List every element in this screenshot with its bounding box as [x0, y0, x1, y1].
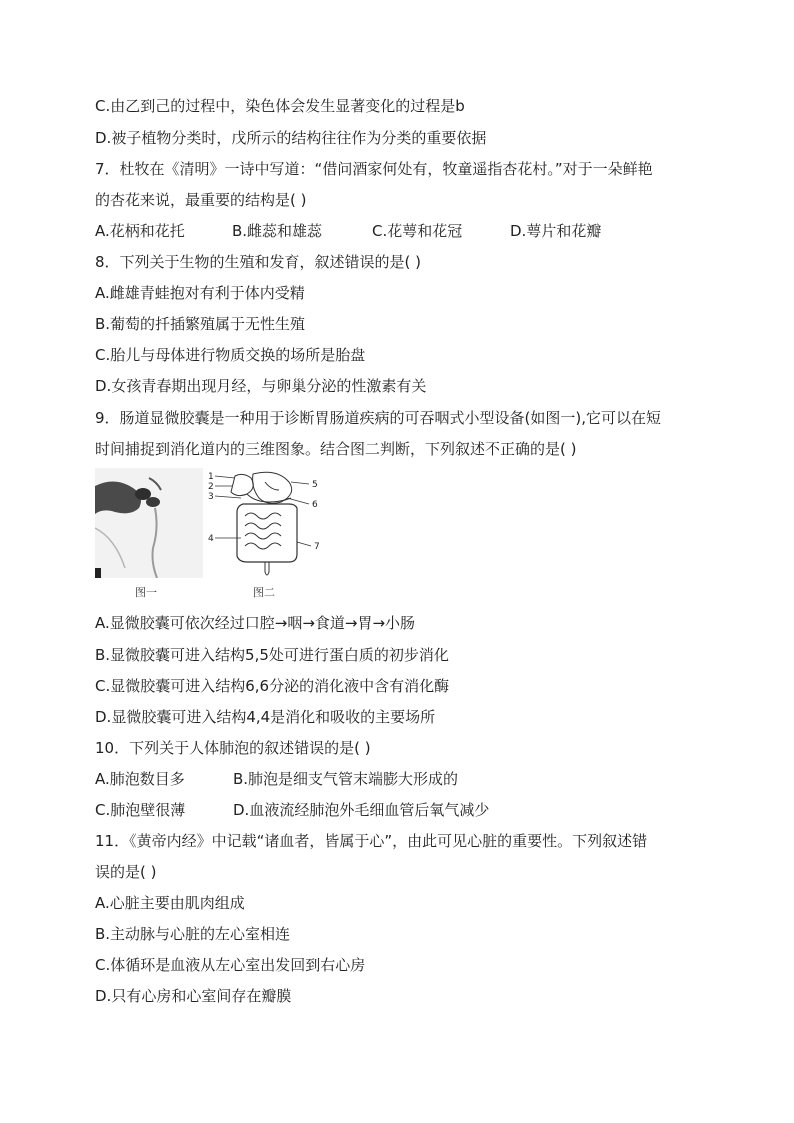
label-5: 5	[312, 480, 318, 490]
digestive-system-diagram	[207, 468, 335, 583]
figure-2-digestive-diagram	[207, 468, 335, 583]
q9-figure	[95, 468, 335, 603]
q11-option-c: C.体循环是血液从左心室出发回到右心房	[95, 956, 366, 974]
capsule-swallow-illustration	[95, 468, 203, 578]
q11-stem-line1: 11．《黄帝内经》中记载“诸血者，皆属于心”，由此可见心脏的重要性。下列叙述错	[95, 832, 648, 850]
q6-option-c: C.由乙到己的过程中，染色体会发生显著变化的过程是b	[95, 97, 465, 115]
q9-option-d: D.显微胶囊可进入结构4,4是消化和吸收的主要场所	[95, 708, 436, 726]
q8-option-a: A.雌雄青蛙抱对有利于体内受精	[95, 284, 305, 302]
q9-stem-line1: 9．肠道显微胶囊是一种用于诊断胃肠道疾病的可吞咽式小型设备(如图一),它可以在短	[95, 409, 662, 427]
q7-option-d: D.萼片和花瓣	[510, 222, 602, 240]
q10-option-c: C.肺泡壁很薄	[95, 801, 186, 819]
figure-2-caption: 图二	[253, 586, 275, 599]
label-7: 7	[314, 542, 320, 552]
q7-option-b: B.雌蕊和雄蕊	[232, 222, 323, 240]
q7-option-c: C.花萼和花冠	[372, 222, 463, 240]
q8-stem: 8．下列关于生物的生殖和发育，叙述错误的是( )	[95, 253, 422, 271]
label-6: 6	[312, 500, 318, 510]
q7-option-a: A.花柄和花托	[95, 222, 185, 240]
q7-stem-line1: 7．杜牧在《清明》一诗中写道：“借问酒家何处有，牧童遥指杏花村。”对于一朵鲜艳	[95, 160, 653, 178]
q8-option-d: D.女孩青春期出现月经，与卵巢分泌的性激素有关	[95, 377, 427, 395]
q9-option-a: A.显微胶囊可依次经过口腔→咽→食道→胃→小肠	[95, 614, 416, 632]
label-2: 2	[208, 482, 214, 492]
q10-option-b: B.肺泡是细支气管末端膨大形成的	[233, 770, 459, 788]
q10-option-d: D.血液流经肺泡外毛细血管后氧气减少	[233, 801, 490, 819]
q9-option-b: B.显微胶囊可进入结构5,5处可进行蛋白质的初步消化	[95, 646, 449, 664]
label-3: 3	[208, 492, 214, 502]
label-1: 1	[208, 472, 214, 482]
q8-option-c: C.胎儿与母体进行物质交换的场所是胎盘	[95, 346, 366, 364]
q9-stem-line2: 时间捕捉到消化道内的三维图象。结合图二判断，下列叙述不正确的是( )	[95, 440, 577, 458]
figure-1-caption: 图一	[135, 586, 157, 599]
q11-stem-line2: 误的是( )	[95, 863, 157, 881]
q9-option-c: C.显微胶囊可进入结构6,6分泌的消化液中含有消化酶	[95, 677, 450, 695]
figure-1-capsule-photo	[95, 468, 203, 578]
label-4: 4	[208, 534, 214, 544]
q7-stem-line2: 的杏花来说，最重要的结构是( )	[95, 191, 307, 209]
q8-option-b: B.葡萄的扦插繁殖属于无性生殖	[95, 315, 306, 333]
q10-stem: 10．下列关于人体肺泡的叙述错误的是( )	[95, 739, 371, 757]
q11-option-b: B.主动脉与心脏的左心室相连	[95, 925, 291, 943]
q11-option-d: D.只有心房和心室间存在瓣膜	[95, 987, 292, 1005]
q11-option-a: A.心脏主要由肌肉组成	[95, 894, 245, 912]
q6-option-d: D.被子植物分类时，戊所示的结构往往作为分类的重要依据	[95, 129, 487, 147]
q10-option-a: A.肺泡数目多	[95, 770, 185, 788]
